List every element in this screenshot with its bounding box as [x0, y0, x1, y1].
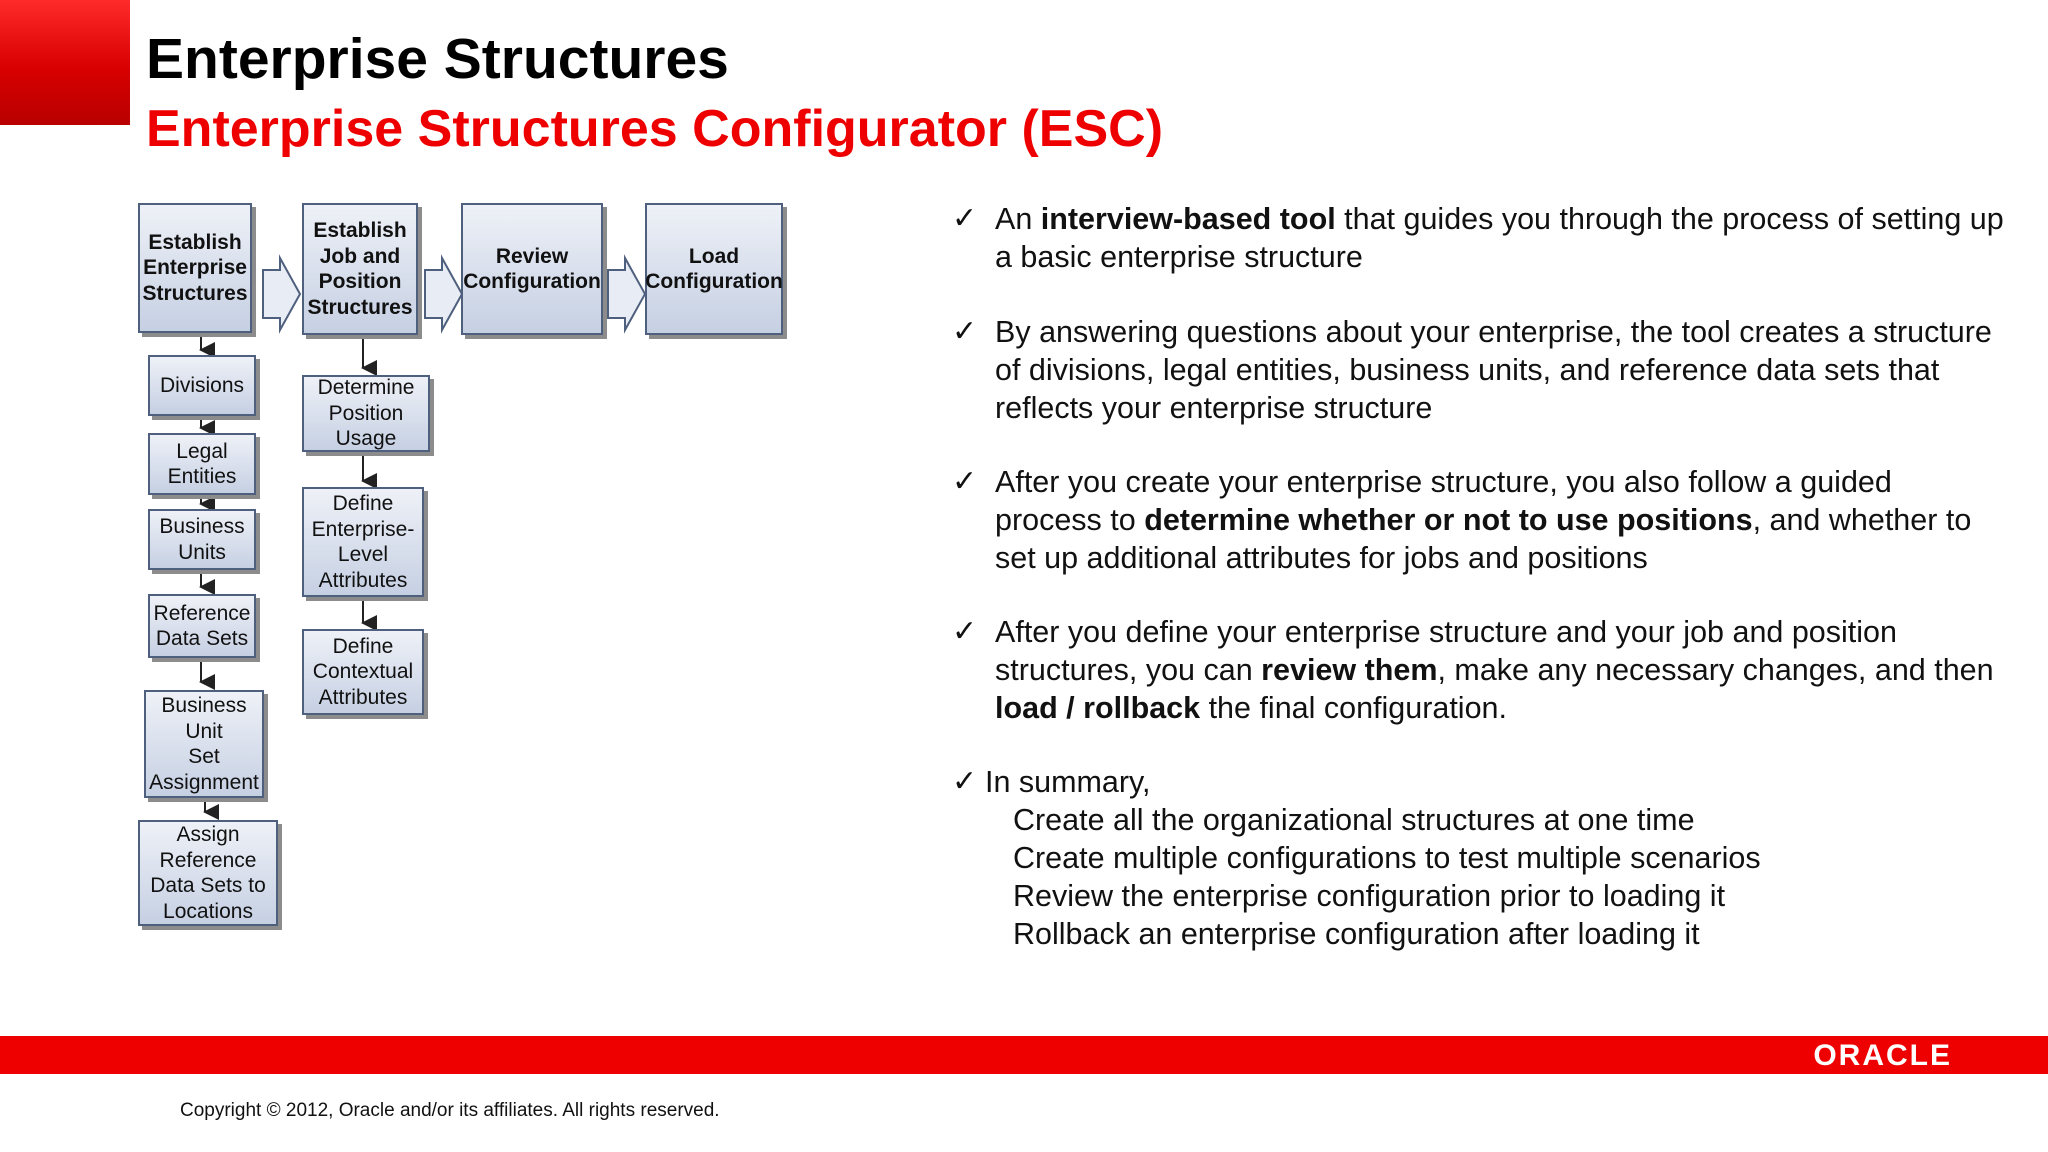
summary-item: Create multiple configurations to test multiple scenarios — [1013, 841, 1761, 875]
bullet-text: After you create your enterprise structure, you also follow a guided process to — [995, 465, 1892, 537]
bullet-text: , make any necessary changes, and then — [1437, 653, 1994, 687]
step-assign-reference-data-sets-to-locations: Assign Reference Data Sets to Locations — [138, 820, 278, 926]
step-define-contextual-attributes: Define Contextual Attributes — [302, 629, 424, 715]
step-business-units: Business Units — [148, 509, 256, 570]
step-load-configuration: Load Configuration — [645, 203, 783, 335]
bullet-item — [995, 463, 2005, 577]
bullet-emphasis: load / rollback — [995, 691, 1201, 725]
summary-item: Review the enterprise configuration prior to loading it — [1013, 879, 1726, 913]
step-determine-position-usage: Determine Position Usage — [302, 375, 430, 452]
oracle-logo: ORACLE — [1813, 1039, 1952, 1072]
bullet-item — [995, 613, 2005, 727]
step-business-unit-set-assignment: Business Unit Set Assignment — [144, 690, 264, 798]
esc-flow-diagram — [0, 0, 820, 960]
check-icon: ✓ — [952, 465, 978, 498]
step-establish-job-position-structures: Establish Job and Position Structures — [302, 203, 418, 335]
step-legal-entities: Legal Entities — [148, 433, 256, 495]
step-define-enterprise-level-attributes: Define Enterprise- Level Attributes — [302, 487, 424, 597]
diagram-connectors — [0, 0, 820, 960]
bullet-item — [995, 200, 2005, 276]
check-icon: ✓ — [952, 202, 978, 235]
bullet-text: that guides you through the process of setting up a basic enterprise structure — [995, 202, 2004, 274]
step-reference-data-sets: Reference Data Sets — [148, 594, 256, 658]
bullet-emphasis: interview-based tool — [1040, 202, 1336, 236]
bullet-text: After you define your enterprise structure and your job and position structures, you can — [995, 615, 1897, 687]
step-establish-enterprise-structures: Establish Enterprise Structures — [138, 203, 252, 333]
check-icon: ✓ — [952, 615, 978, 648]
bullet-text: By answering questions about your enterprise, the tool creates a structure of divisions, legal entities, business units, and reference data sets that reflects your enterprise structure — [995, 315, 1992, 425]
summary-item: Rollback an enterprise configuration after loading it — [1013, 917, 1700, 951]
summary-heading: In summary, — [985, 765, 1151, 799]
bullet-text: , and whether to set up additional attributes for jobs and positions — [995, 503, 1972, 575]
bullet-emphasis: determine whether or not to use positions — [1144, 503, 1753, 537]
bullet-item — [995, 313, 2005, 427]
copyright-notice: Copyright © 2012, Oracle and/or its affiliates. All rights reserved. — [180, 1100, 720, 1121]
bullet-emphasis: review them — [1261, 653, 1438, 687]
footer-red-bar — [0, 1036, 2048, 1074]
bullet-text: the final configuration. — [1200, 691, 1507, 725]
summary-item: Create all the organizational structures at one time — [1013, 803, 1695, 837]
bullet-text: An — [995, 202, 1041, 236]
step-divisions: Divisions — [148, 355, 256, 416]
check-icon: ✓ — [952, 765, 978, 798]
slide-title: Enterprise Structures — [146, 27, 729, 91]
check-icon: ✓ — [952, 315, 978, 348]
slide-subtitle: Enterprise Structures Configurator (ESC) — [146, 100, 1164, 158]
step-review-configuration: Review Configuration — [461, 203, 603, 335]
